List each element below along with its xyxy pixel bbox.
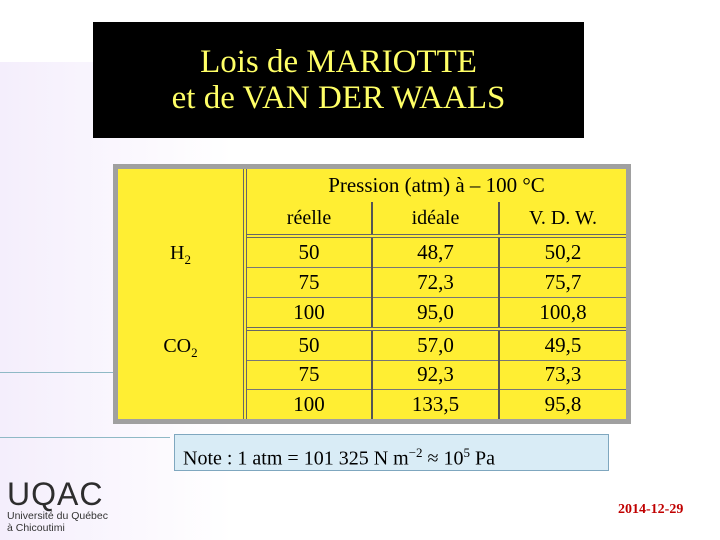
- table-cell: 92,3: [372, 360, 499, 390]
- note-exponent-1: −2: [408, 445, 423, 460]
- note-suffix: Pa: [470, 447, 496, 470]
- column-header-vdw: V. D. W.: [499, 202, 626, 236]
- table-cell: 49,5: [499, 329, 626, 360]
- row-label-co2: $CO_2$: [118, 329, 245, 419]
- table-cell: 50: [245, 329, 372, 360]
- table-cell: 72,3: [372, 267, 499, 297]
- pressure-table: [118, 169, 626, 419]
- table-cell: 75: [245, 267, 372, 297]
- pressure-table-frame: [113, 164, 631, 424]
- table-cell: 100: [245, 297, 372, 328]
- table-cell: 73,3: [499, 360, 626, 390]
- table-row: [118, 329, 626, 360]
- column-header-reelle: réelle: [245, 202, 372, 236]
- decorative-line: [0, 372, 120, 373]
- row-label-h2: $H_2$: [118, 236, 245, 329]
- table-cell: 100,8: [499, 297, 626, 328]
- title-line-2: et de VAN DER WAALS: [171, 80, 506, 116]
- slide-date: 2014-12-29: [618, 502, 684, 517]
- logo-line-1: Université du Québec: [7, 510, 108, 522]
- title-box: [93, 22, 584, 138]
- table-cell: 95,8: [499, 390, 626, 419]
- note-middle: ≈ 10: [422, 447, 464, 470]
- table-row: [118, 236, 626, 267]
- uqac-logo: [7, 478, 127, 534]
- table-corner-cell: [118, 169, 245, 236]
- logo-mark: UQAC: [7, 476, 104, 512]
- table-cell: 100: [293, 392, 325, 417]
- table-cell: 75: [245, 360, 372, 390]
- note-prefix: Note : 1 atm = 101 325 N m: [183, 447, 409, 470]
- table-cell: 48,7: [372, 236, 499, 267]
- note-box: [174, 434, 609, 471]
- table-cell: 50: [245, 236, 372, 267]
- table-cell: 95,0: [372, 297, 499, 328]
- table-cell: 50,2: [499, 236, 626, 267]
- column-header-ideale: idéale: [372, 202, 499, 236]
- table-cell: 57,0: [372, 329, 499, 360]
- logo-line-2: à Chicoutimi: [7, 522, 65, 534]
- note-exponent-2: 5: [463, 445, 471, 460]
- table-header: Pression (atm) à – 100 °C: [328, 173, 545, 197]
- table-cell: 133,5: [372, 390, 499, 419]
- title-line-1: Lois de MARIOTTE: [200, 44, 477, 80]
- table-cell: 75,7: [499, 267, 626, 297]
- decorative-line: [0, 437, 170, 438]
